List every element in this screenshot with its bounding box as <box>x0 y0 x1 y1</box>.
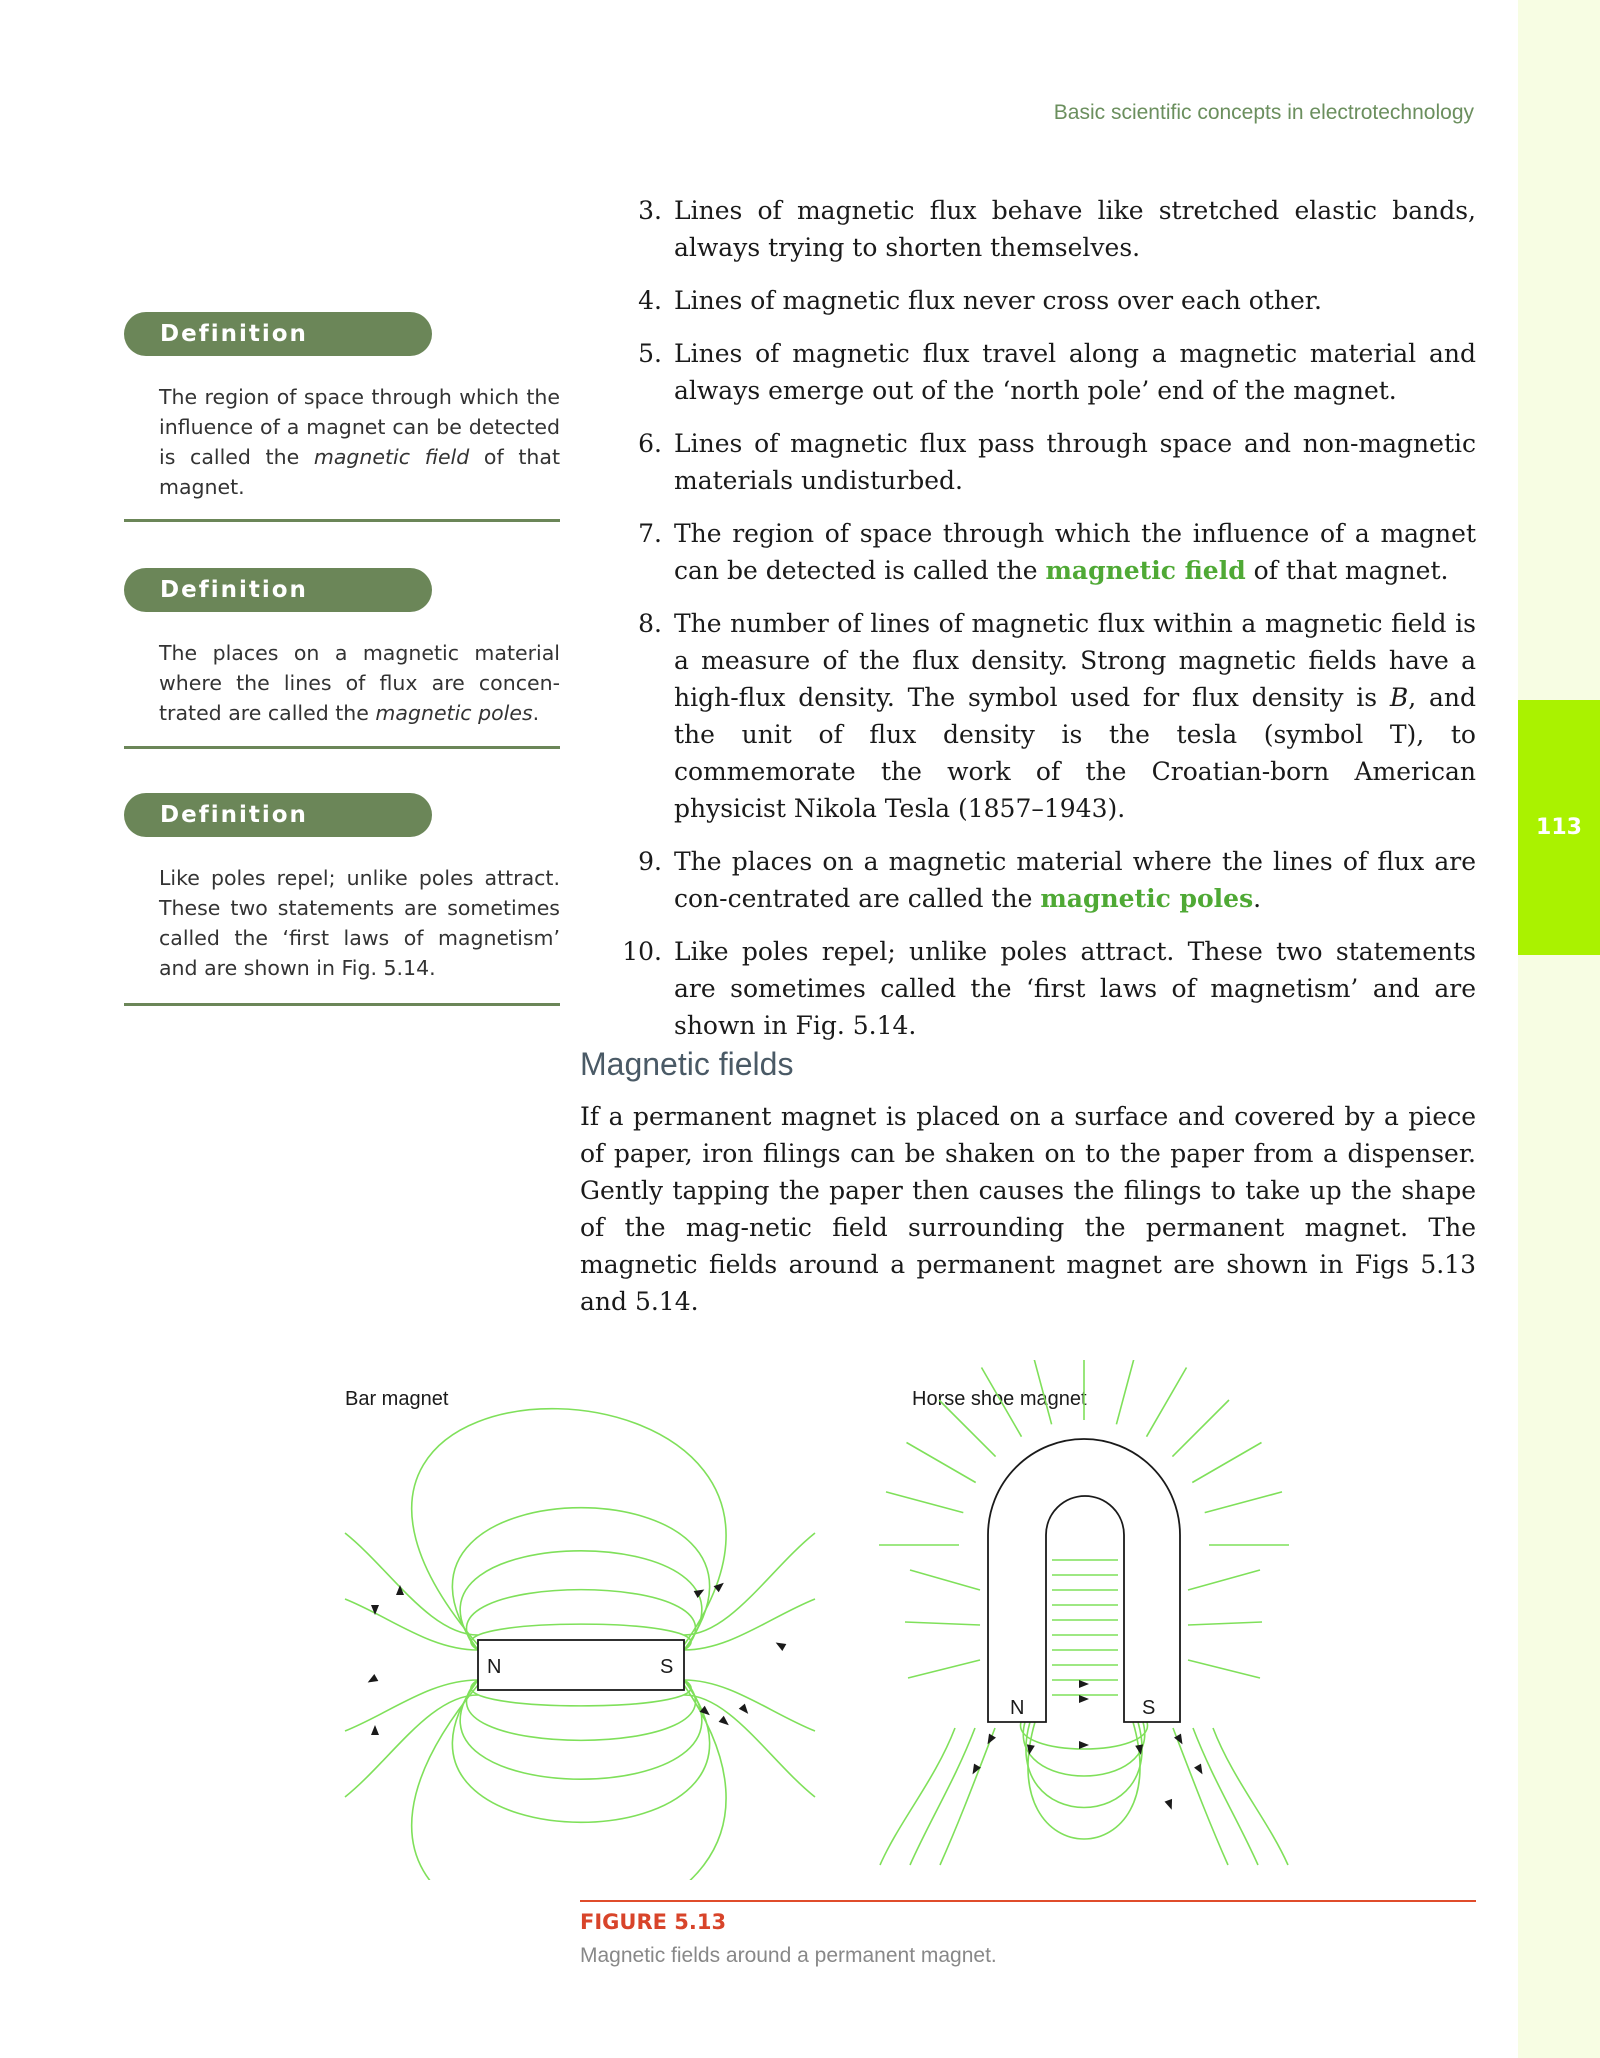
figure-rule <box>580 1900 1476 1902</box>
field-line <box>1192 1443 1261 1483</box>
bar-magnet <box>478 1640 684 1690</box>
horseshoe-south-label: S <box>1142 1697 1156 1719</box>
field-arrow <box>984 1734 996 1747</box>
list-item: 5. Lines of magnetic flux travel along a magnetic material and always emerge out of the ‘north pole’ end of the magnet. <box>638 339 1476 405</box>
field-line <box>1205 1492 1282 1513</box>
field-arrow <box>774 1639 787 1651</box>
field-arrow <box>739 1704 752 1717</box>
field-line <box>1028 1722 1140 1839</box>
bar-north-label: N <box>487 1656 502 1678</box>
field-arrow <box>1079 1680 1089 1688</box>
field-line <box>345 1599 478 1650</box>
field-line <box>345 1680 478 1731</box>
field-arrow <box>1194 1764 1206 1777</box>
bar-magnet-title: Bar magnet <box>345 1388 449 1410</box>
field-line <box>886 1492 963 1513</box>
definition-box-1 <box>124 312 560 502</box>
field-line <box>910 1570 980 1590</box>
definition-text: The region of space through which the influence of a magnet can be detected is called the magnetic field of that magnet. <box>159 385 560 499</box>
definition-box-2 <box>124 568 560 728</box>
field-line <box>684 1680 815 1731</box>
figure-label: FIGURE 5.13 <box>580 1910 727 1934</box>
definition-divider <box>124 746 560 749</box>
section-heading: Magnetic fields <box>580 1046 794 1082</box>
horseshoe-inner-field-lines <box>1052 1560 1118 1703</box>
list-item: 7. The region of space through which the influence of a magnet can be detected is called the magnetic field of that magnet. <box>638 519 1476 585</box>
list-item: 9. The places on a magnetic material where the lines of flux are con-centrated are called the magnetic poles. <box>638 847 1476 913</box>
field-line <box>1188 1660 1260 1678</box>
field-line <box>412 1409 726 1645</box>
list-item: 3. Lines of magnetic flux behave like stretched elastic bands, always trying to shorten themselves. <box>638 196 1476 262</box>
list-item: 6. Lines of magnetic flux pass through space and non-magnetic materials undisturbed. <box>638 429 1476 495</box>
list-item: 8. The number of lines of magnetic flux within a magnetic field is a measure of the flux density. Strong magnetic fields have a high-flux density. The symbol used for flux density is B, and the unit of flux density is the tesla (symbol T), to commemorate the work of the Croatian-born American physicist Nikola Tesla (1857–1943). <box>638 609 1476 823</box>
definition-text: The places on a magnetic material where the lines of flux are concen-trated are called the magnetic poles. <box>159 641 560 725</box>
list-item: 10. Like poles repel; unlike poles attract. These two statements are sometimes called the ‘first laws of magnetism’ and are shown in Fig. 5.14. <box>622 937 1476 1040</box>
field-arrow <box>366 1674 379 1686</box>
field-line <box>684 1533 815 1635</box>
term-highlight: magnetic field <box>1045 556 1246 585</box>
magnet-field-figure <box>0 1360 1518 1880</box>
side-tab-strip <box>1518 0 1600 2058</box>
definition-divider <box>124 1003 560 1006</box>
definition-box-3 <box>124 793 560 983</box>
field-arrow <box>1165 1799 1176 1811</box>
horseshoe-magnet-title: Horse shoe magnet <box>912 1388 1087 1410</box>
field-arrow <box>371 1605 379 1615</box>
field-arrow <box>719 1716 732 1729</box>
field-arrow <box>1079 1695 1089 1703</box>
field-line <box>684 1599 815 1650</box>
bar-south-label: S <box>660 1656 674 1678</box>
field-line <box>1188 1622 1262 1625</box>
field-line <box>905 1622 980 1625</box>
field-line <box>452 1680 709 1822</box>
field-line <box>1188 1570 1260 1590</box>
field-line <box>1173 1728 1228 1865</box>
definition-title: Definition <box>124 568 432 612</box>
field-line <box>907 1443 976 1483</box>
definition-title: Definition <box>124 793 432 837</box>
definition-text: Like poles repel; unlike poles attract. These two statements are sometimes called the ‘first laws of magnetism’ and are shown in Fig. 5.14. <box>159 866 560 980</box>
section-paragraph: If a permanent magnet is placed on a surface and covered by a piece of paper, iron filings can be shaken on to the paper from a dispenser. Gently tapping the paper then causes the filings to take up the shape of the mag-netic field surrounding the permanent magnet. The magnetic fields around a permanent magnet are shown in Figs 5.13 and 5.14. <box>580 1102 1476 1316</box>
field-line <box>452 1508 709 1650</box>
field-line <box>1172 1400 1229 1457</box>
list-item: 4. Lines of magnetic flux never cross over each other. <box>638 286 1322 315</box>
figure-caption: Magnetic fields around a permanent magnet. <box>580 1944 997 1967</box>
definition-divider <box>124 519 560 522</box>
page-number: 113 <box>1536 815 1582 840</box>
field-line <box>1026 1722 1142 1808</box>
definition-title: Definition <box>124 312 432 356</box>
field-line <box>908 1660 980 1678</box>
flux-properties-list <box>620 192 1476 1060</box>
term-highlight: magnetic poles <box>1040 884 1254 913</box>
field-arrow <box>1079 1741 1089 1749</box>
horseshoe-field-lines <box>879 1360 1289 1865</box>
field-arrow <box>371 1725 379 1735</box>
running-head: Basic scientific concepts in electrotechnology <box>1053 101 1474 124</box>
field-arrow <box>714 1580 727 1593</box>
field-line <box>940 1728 995 1865</box>
field-line <box>1147 1368 1187 1437</box>
field-line <box>1116 1360 1137 1424</box>
horseshoe-north-label: N <box>1010 1697 1025 1719</box>
